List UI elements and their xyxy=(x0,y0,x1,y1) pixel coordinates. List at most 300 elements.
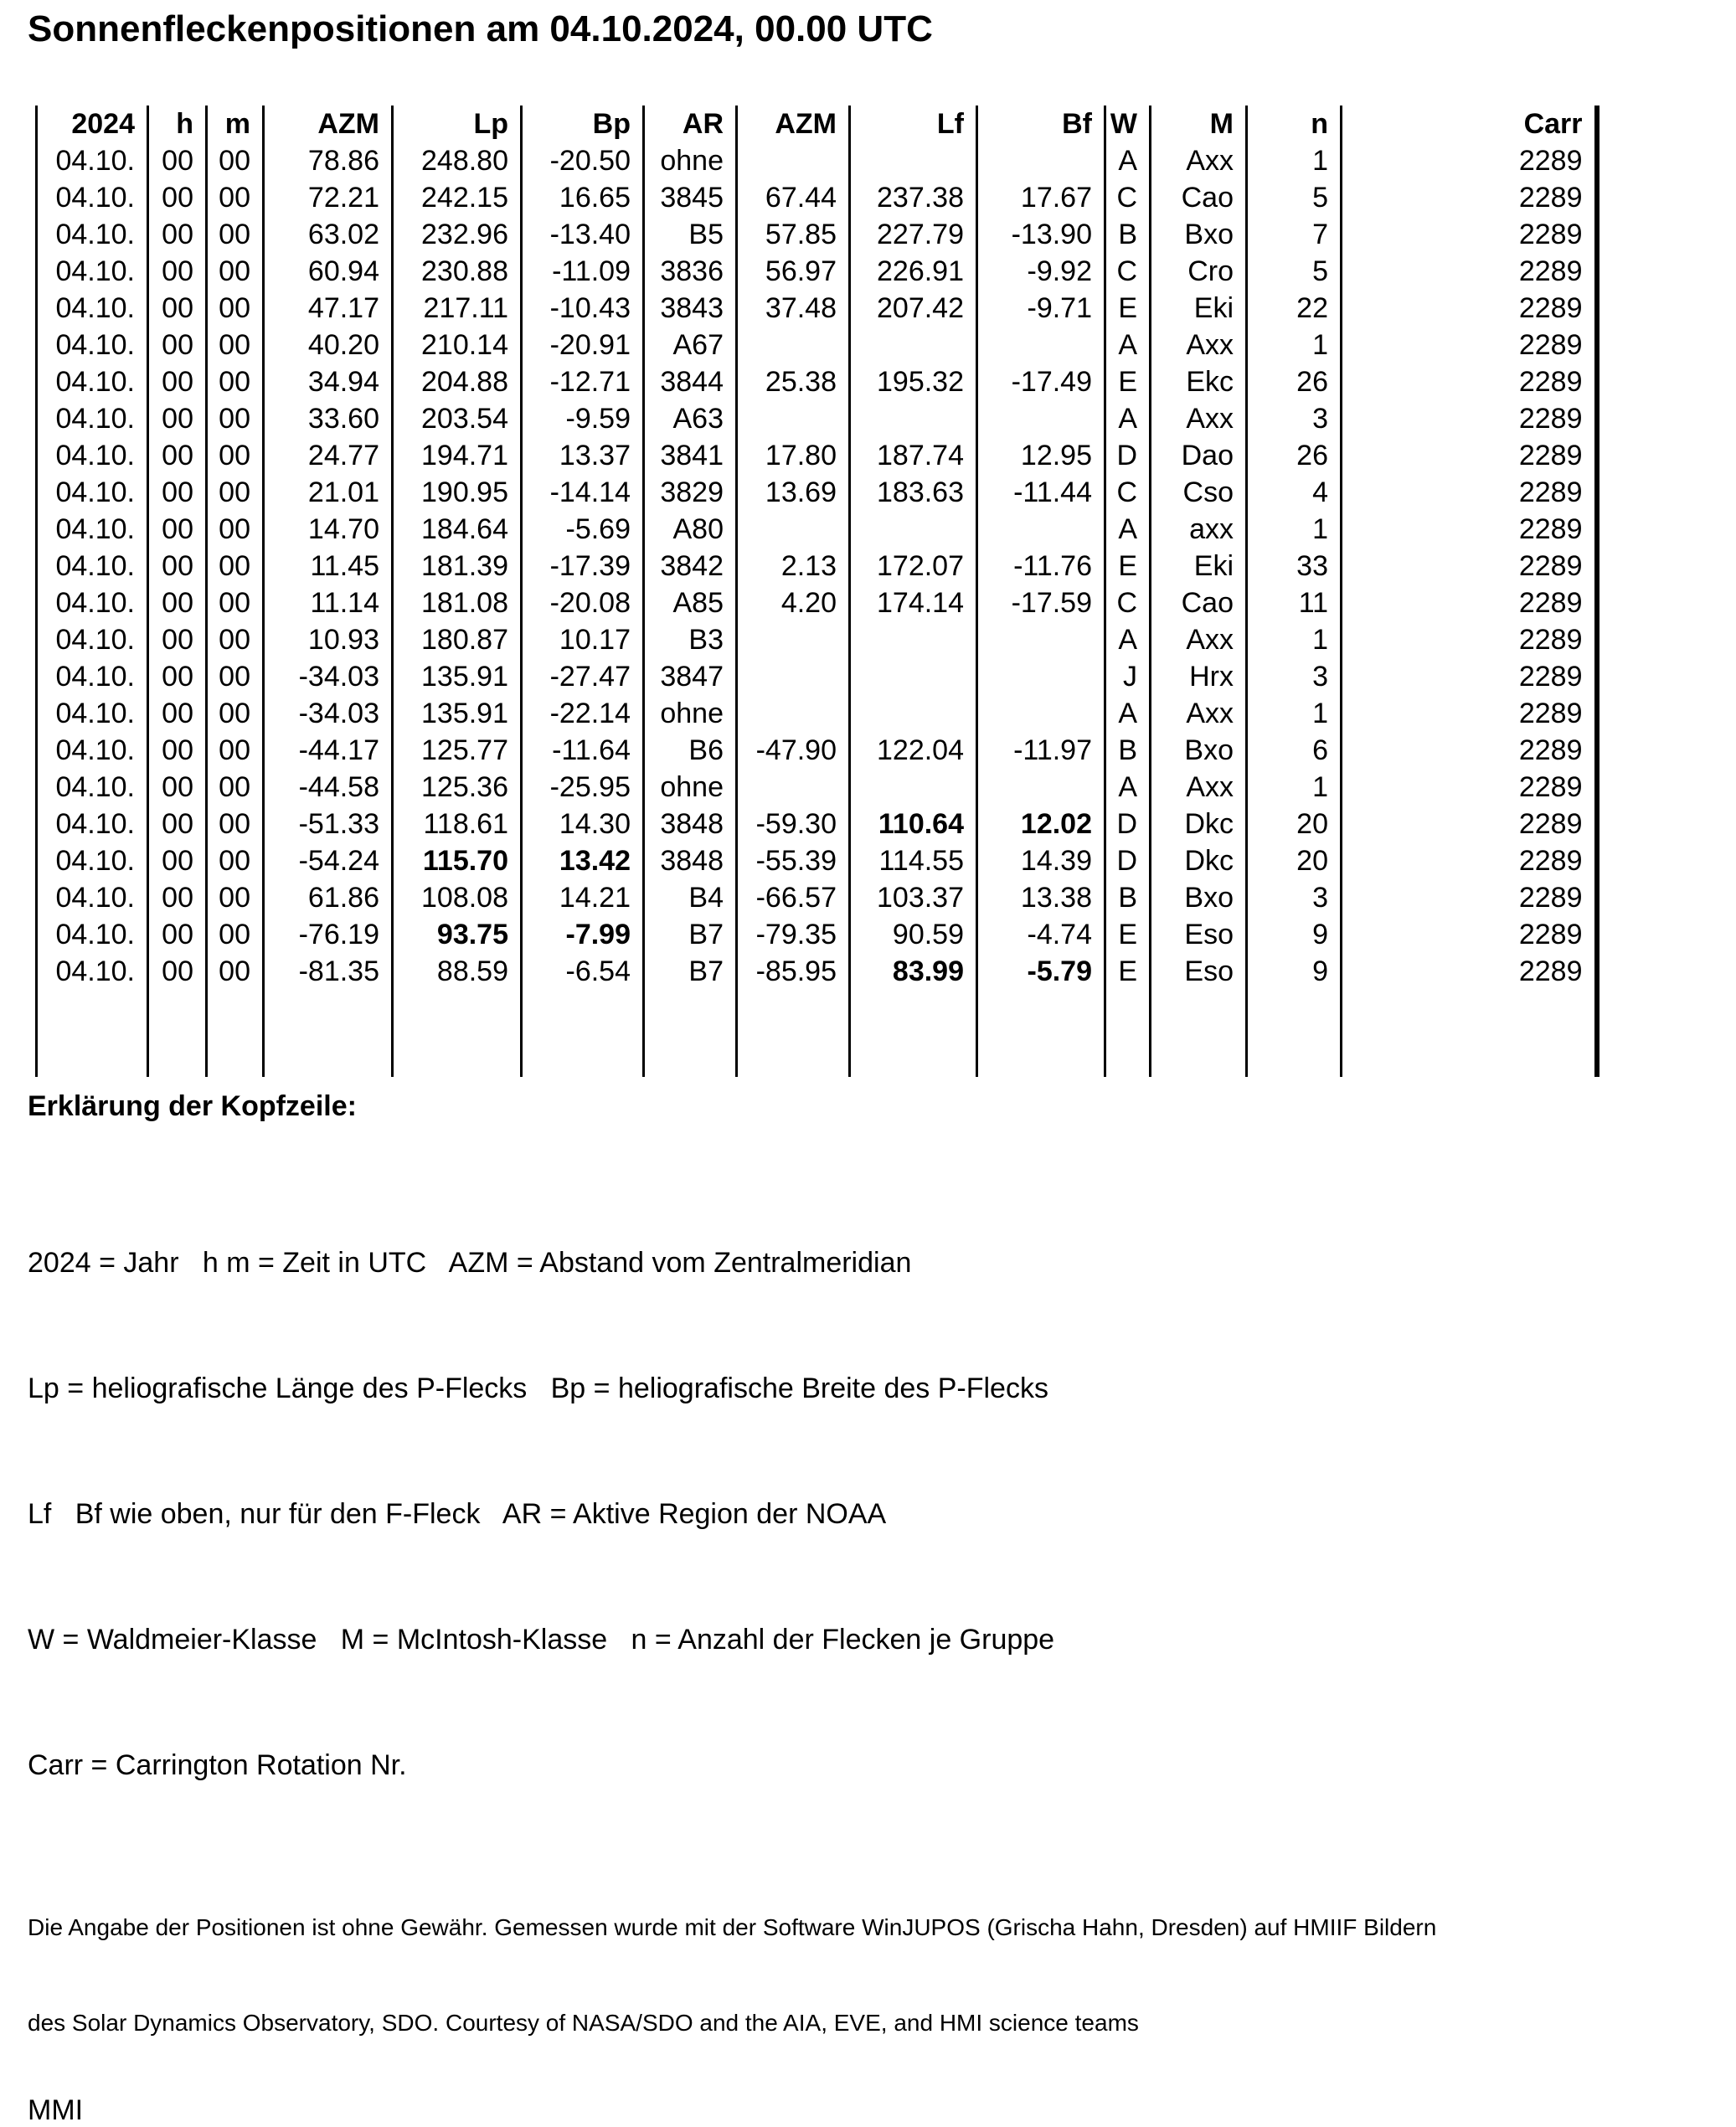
table-cell: B5 xyxy=(644,216,737,253)
table-cell: 17.67 xyxy=(977,179,1105,216)
table-row xyxy=(37,916,1597,953)
table-cell: 00 xyxy=(148,695,207,732)
table-cell: J xyxy=(1105,658,1151,695)
table-cell: 04.10. xyxy=(37,695,148,732)
table-cell: 00 xyxy=(148,953,207,990)
table-cell: 00 xyxy=(148,585,207,621)
table-cell: 11.45 xyxy=(264,548,393,585)
table-cell xyxy=(850,621,977,658)
table-cell: 118.61 xyxy=(393,806,522,842)
table-cell: 40.20 xyxy=(264,327,393,363)
table-cell xyxy=(850,658,977,695)
table-cell: 248.80 xyxy=(393,142,522,179)
table-cell: B xyxy=(1105,732,1151,769)
table-cell: 1 xyxy=(1247,695,1342,732)
table-cell: 00 xyxy=(207,658,264,695)
table-cell: -44.58 xyxy=(264,769,393,806)
table-cell: B4 xyxy=(644,879,737,916)
table-cell: 04.10. xyxy=(37,216,148,253)
table-cell: 2289 xyxy=(1342,400,1597,437)
table-cell xyxy=(522,990,644,1077)
table-cell: 60.94 xyxy=(264,253,393,290)
table-cell: 13.37 xyxy=(522,437,644,474)
table-cell xyxy=(977,769,1105,806)
table-row xyxy=(37,732,1597,769)
sunspot-table xyxy=(35,106,1599,1077)
table-row xyxy=(37,806,1597,842)
table-cell: 00 xyxy=(207,806,264,842)
table-cell: 04.10. xyxy=(37,400,148,437)
table-cell: 2289 xyxy=(1342,916,1597,953)
table-cell: 204.88 xyxy=(393,363,522,400)
table-cell: 00 xyxy=(207,290,264,327)
table-cell: 3829 xyxy=(644,474,737,511)
table-cell: 00 xyxy=(207,842,264,879)
table-cell xyxy=(737,695,850,732)
table-cell: 00 xyxy=(207,400,264,437)
table-cell: 172.07 xyxy=(850,548,977,585)
table-cell: 13.69 xyxy=(737,474,850,511)
table-cell: 232.96 xyxy=(393,216,522,253)
table-cell: -20.08 xyxy=(522,585,644,621)
column-header: Bf xyxy=(977,106,1105,142)
column-header: Bp xyxy=(522,106,644,142)
table-cell: -76.19 xyxy=(264,916,393,953)
table-cell: E xyxy=(1105,290,1151,327)
table-cell xyxy=(850,990,977,1077)
legend-line: Carr = Carrington Rotation Nr. xyxy=(28,1749,407,1781)
table-cell: 230.88 xyxy=(393,253,522,290)
table-cell: 115.70 xyxy=(393,842,522,879)
table-cell: 04.10. xyxy=(37,621,148,658)
table-cell: 04.10. xyxy=(37,806,148,842)
table-cell: 9 xyxy=(1247,916,1342,953)
table-cell: -14.14 xyxy=(522,474,644,511)
table-cell xyxy=(850,695,977,732)
table-cell: 56.97 xyxy=(737,253,850,290)
page-title: Sonnenfleckenpositionen am 04.10.2024, 00.00 UTC xyxy=(28,8,933,49)
table-cell: 24.77 xyxy=(264,437,393,474)
table-cell: -81.35 xyxy=(264,953,393,990)
table-cell: 180.87 xyxy=(393,621,522,658)
table-row xyxy=(37,474,1597,511)
column-header: M xyxy=(1151,106,1247,142)
table-cell: Eki xyxy=(1151,548,1247,585)
table-cell: 2289 xyxy=(1342,842,1597,879)
table-cell: 3848 xyxy=(644,842,737,879)
table-cell: 3 xyxy=(1247,658,1342,695)
table-cell: 34.94 xyxy=(264,363,393,400)
table-cell: 3841 xyxy=(644,437,737,474)
table-cell: 04.10. xyxy=(37,511,148,548)
table-cell: 2289 xyxy=(1342,621,1597,658)
table-cell: 00 xyxy=(207,474,264,511)
table-cell: 2289 xyxy=(1342,658,1597,695)
table-cell: 00 xyxy=(148,732,207,769)
table-cell: -54.24 xyxy=(264,842,393,879)
table-cell: 203.54 xyxy=(393,400,522,437)
table-cell: 5 xyxy=(1247,253,1342,290)
table-cell: E xyxy=(1105,916,1151,953)
table-cell: 63.02 xyxy=(264,216,393,253)
table-cell: 122.04 xyxy=(850,732,977,769)
table-cell: -9.71 xyxy=(977,290,1105,327)
table-row xyxy=(37,327,1597,363)
table-cell: Hrx xyxy=(1151,658,1247,695)
table-cell: ohne xyxy=(644,142,737,179)
table-cell: 11.14 xyxy=(264,585,393,621)
table-cell: 00 xyxy=(148,806,207,842)
table-cell: 00 xyxy=(207,253,264,290)
table-cell: 125.77 xyxy=(393,732,522,769)
table-cell: 57.85 xyxy=(737,216,850,253)
table-cell: 00 xyxy=(148,179,207,216)
table-cell: 194.71 xyxy=(393,437,522,474)
table-cell: -4.74 xyxy=(977,916,1105,953)
table-cell: 13.38 xyxy=(977,879,1105,916)
table-cell: 04.10. xyxy=(37,879,148,916)
table-cell: 207.42 xyxy=(850,290,977,327)
table-cell: E xyxy=(1105,363,1151,400)
table-row xyxy=(37,658,1597,695)
table-cell: Dkc xyxy=(1151,806,1247,842)
table-cell: 3844 xyxy=(644,363,737,400)
table-cell: 2289 xyxy=(1342,695,1597,732)
table-cell: 108.08 xyxy=(393,879,522,916)
table-row xyxy=(37,953,1597,990)
table-row xyxy=(37,437,1597,474)
table-cell xyxy=(37,990,148,1077)
table-cell xyxy=(1247,990,1342,1077)
legend-block xyxy=(28,1158,1736,1828)
table-cell: -5.69 xyxy=(522,511,644,548)
table-cell: Ekc xyxy=(1151,363,1247,400)
table-cell: 00 xyxy=(148,658,207,695)
table-cell: -59.30 xyxy=(737,806,850,842)
table-cell: 00 xyxy=(148,769,207,806)
table-cell: C xyxy=(1105,585,1151,621)
table-cell: 16.65 xyxy=(522,179,644,216)
table-cell: 1 xyxy=(1247,769,1342,806)
table-cell xyxy=(1342,990,1597,1077)
table-cell: Axx xyxy=(1151,769,1247,806)
table-cell: 00 xyxy=(148,548,207,585)
table-cell: A xyxy=(1105,621,1151,658)
table-row xyxy=(37,142,1597,179)
table-cell xyxy=(850,511,977,548)
table-cell: -5.79 xyxy=(977,953,1105,990)
table-cell: Bxo xyxy=(1151,879,1247,916)
table-cell: A xyxy=(1105,769,1151,806)
table-cell: -20.91 xyxy=(522,327,644,363)
table-cell xyxy=(977,990,1105,1077)
table-cell: 00 xyxy=(207,879,264,916)
table-cell xyxy=(737,511,850,548)
table-cell: -44.17 xyxy=(264,732,393,769)
table-cell: -13.90 xyxy=(977,216,1105,253)
table-cell: 13.42 xyxy=(522,842,644,879)
table-cell: 135.91 xyxy=(393,658,522,695)
table-row xyxy=(37,585,1597,621)
table-cell xyxy=(737,142,850,179)
table-cell: B7 xyxy=(644,916,737,953)
table-cell: 04.10. xyxy=(37,585,148,621)
table-cell xyxy=(737,621,850,658)
table-cell: Eso xyxy=(1151,953,1247,990)
table-cell: A xyxy=(1105,400,1151,437)
table-cell: 3836 xyxy=(644,253,737,290)
table-cell: -11.09 xyxy=(522,253,644,290)
table-cell: 21.01 xyxy=(264,474,393,511)
table-cell: 04.10. xyxy=(37,916,148,953)
table-cell: 04.10. xyxy=(37,363,148,400)
table-cell: 04.10. xyxy=(37,658,148,695)
table-cell xyxy=(644,990,737,1077)
table-cell: 33 xyxy=(1247,548,1342,585)
table-cell: D xyxy=(1105,437,1151,474)
disclaimer-line: des Solar Dynamics Observatory, SDO. Courtesy of NASA/SDO and the AIA, EVE, and HMI science teams xyxy=(28,2010,1139,2036)
table-cell: A xyxy=(1105,327,1151,363)
legend-heading: Erklärung der Kopfzeile: xyxy=(28,1090,357,1122)
legend-line: 2024 = Jahr h m = Zeit in UTC AZM = Abstand vom Zentralmeridian xyxy=(28,1247,912,1279)
table-cell xyxy=(977,695,1105,732)
table-cell xyxy=(850,400,977,437)
table-cell: 103.37 xyxy=(850,879,977,916)
table-cell: 00 xyxy=(207,548,264,585)
table-cell: -25.95 xyxy=(522,769,644,806)
table-cell: 10.93 xyxy=(264,621,393,658)
table-cell: 00 xyxy=(207,327,264,363)
table-cell: 135.91 xyxy=(393,695,522,732)
table-cell: ohne xyxy=(644,695,737,732)
table-cell: 4 xyxy=(1247,474,1342,511)
table-cell: 00 xyxy=(207,621,264,658)
table-row xyxy=(37,621,1597,658)
table-cell: 2289 xyxy=(1342,474,1597,511)
table-cell: 00 xyxy=(207,585,264,621)
table-cell: 2289 xyxy=(1342,511,1597,548)
table-cell xyxy=(207,990,264,1077)
table-cell: 226.91 xyxy=(850,253,977,290)
table-cell: 00 xyxy=(207,437,264,474)
table-cell: 47.17 xyxy=(264,290,393,327)
table-cell: 04.10. xyxy=(37,474,148,511)
table-cell: -9.59 xyxy=(522,400,644,437)
table-cell: 2289 xyxy=(1342,327,1597,363)
table-cell: 17.80 xyxy=(737,437,850,474)
table-cell: E xyxy=(1105,548,1151,585)
table-row xyxy=(37,879,1597,916)
table-cell: 00 xyxy=(148,216,207,253)
table-cell: -7.99 xyxy=(522,916,644,953)
table-cell: 00 xyxy=(148,474,207,511)
table-cell: Cao xyxy=(1151,179,1247,216)
table-cell: A xyxy=(1105,142,1151,179)
table-cell: 90.59 xyxy=(850,916,977,953)
disclaimer-block xyxy=(28,1848,1736,2071)
table-cell xyxy=(148,990,207,1077)
table-cell xyxy=(393,990,522,1077)
column-header: Lp xyxy=(393,106,522,142)
table-cell: 00 xyxy=(207,216,264,253)
table-cell xyxy=(1105,990,1151,1077)
table-cell: A xyxy=(1105,511,1151,548)
table-cell: 26 xyxy=(1247,437,1342,474)
table-cell: 2289 xyxy=(1342,548,1597,585)
table-cell: 93.75 xyxy=(393,916,522,953)
table-cell: 3845 xyxy=(644,179,737,216)
table-cell: 12.95 xyxy=(977,437,1105,474)
table-cell: D xyxy=(1105,806,1151,842)
table-cell: -20.50 xyxy=(522,142,644,179)
table-cell: Axx xyxy=(1151,621,1247,658)
table-cell: 00 xyxy=(148,437,207,474)
table-cell: 00 xyxy=(148,511,207,548)
table-cell: 1 xyxy=(1247,327,1342,363)
table-cell: 3 xyxy=(1247,400,1342,437)
table-cell: 00 xyxy=(207,769,264,806)
table-cell: 14.70 xyxy=(264,511,393,548)
column-header: AZM xyxy=(737,106,850,142)
table-cell: 00 xyxy=(148,363,207,400)
table-cell: A xyxy=(1105,695,1151,732)
table-cell: 26 xyxy=(1247,363,1342,400)
legend-line: Lf Bf wie oben, nur für den F-Fleck AR = Aktive Region der NOAA xyxy=(28,1498,887,1530)
table-cell: 00 xyxy=(148,621,207,658)
column-header: Lf xyxy=(850,106,977,142)
table-cell xyxy=(850,327,977,363)
table-cell: B xyxy=(1105,216,1151,253)
table-cell: 2289 xyxy=(1342,253,1597,290)
table-row xyxy=(37,179,1597,216)
column-header: 2024 xyxy=(37,106,148,142)
table-cell: 00 xyxy=(148,400,207,437)
table-cell: 67.44 xyxy=(737,179,850,216)
table-cell: 88.59 xyxy=(393,953,522,990)
table-cell: B6 xyxy=(644,732,737,769)
table-cell: -13.40 xyxy=(522,216,644,253)
table-cell: -22.14 xyxy=(522,695,644,732)
table-cell: 237.38 xyxy=(850,179,977,216)
table-cell: 210.14 xyxy=(393,327,522,363)
table-cell: 7 xyxy=(1247,216,1342,253)
legend-line: Lp = heliografische Länge des P-Flecks Bp = heliografische Breite des P-Flecks xyxy=(28,1373,1048,1404)
table-cell: 2289 xyxy=(1342,142,1597,179)
table-row xyxy=(37,216,1597,253)
table-cell xyxy=(850,142,977,179)
table-cell: -55.39 xyxy=(737,842,850,879)
disclaimer-line: Die Angabe der Positionen ist ohne Gewähr. Gemessen wurde mit der Software WinJUPOS (Grischa Hahn, Dresden) auf HMIIF Bildern xyxy=(28,1914,1437,1940)
table-cell: Bxo xyxy=(1151,216,1247,253)
table-cell: 04.10. xyxy=(37,142,148,179)
table-cell: -17.49 xyxy=(977,363,1105,400)
table-cell: -11.76 xyxy=(977,548,1105,585)
table-cell: Axx xyxy=(1151,142,1247,179)
table-cell: 3843 xyxy=(644,290,737,327)
table-cell: 14.39 xyxy=(977,842,1105,879)
table-cell xyxy=(737,769,850,806)
table-cell: -47.90 xyxy=(737,732,850,769)
table-cell: 2289 xyxy=(1342,216,1597,253)
table-cell: 00 xyxy=(148,842,207,879)
table-cell: 2289 xyxy=(1342,953,1597,990)
table-cell: 14.30 xyxy=(522,806,644,842)
table-cell: 10.17 xyxy=(522,621,644,658)
table-cell: B7 xyxy=(644,953,737,990)
table-cell: 190.95 xyxy=(393,474,522,511)
table-cell: -6.54 xyxy=(522,953,644,990)
legend-line: W = Waldmeier-Klasse M = McIntosh-Klasse n = Anzahl der Flecken je Gruppe xyxy=(28,1624,1055,1656)
table-cell: ohne xyxy=(644,769,737,806)
table-cell: 04.10. xyxy=(37,179,148,216)
table-cell: 37.48 xyxy=(737,290,850,327)
table-cell: 04.10. xyxy=(37,253,148,290)
table-cell: -17.59 xyxy=(977,585,1105,621)
table-row xyxy=(37,363,1597,400)
table-row xyxy=(37,400,1597,437)
table-cell: 00 xyxy=(148,327,207,363)
table-cell: 1 xyxy=(1247,142,1342,179)
table-cell: Cro xyxy=(1151,253,1247,290)
table-cell xyxy=(737,658,850,695)
table-cell: 12.02 xyxy=(977,806,1105,842)
table-cell xyxy=(977,621,1105,658)
column-header: AZM xyxy=(264,106,393,142)
table-cell: 125.36 xyxy=(393,769,522,806)
column-header: h xyxy=(148,106,207,142)
table-cell: A63 xyxy=(644,400,737,437)
table-cell: 04.10. xyxy=(37,327,148,363)
table-cell: 2289 xyxy=(1342,585,1597,621)
table-cell: 2289 xyxy=(1342,806,1597,842)
table-cell: 78.86 xyxy=(264,142,393,179)
table-cell: -51.33 xyxy=(264,806,393,842)
table-cell: Cao xyxy=(1151,585,1247,621)
table-cell: 9 xyxy=(1247,953,1342,990)
table-cell: 217.11 xyxy=(393,290,522,327)
table-cell: C xyxy=(1105,253,1151,290)
table-cell: A67 xyxy=(644,327,737,363)
table-cell: -11.97 xyxy=(977,732,1105,769)
table-cell xyxy=(850,769,977,806)
table-cell: 00 xyxy=(207,953,264,990)
table-cell: Axx xyxy=(1151,327,1247,363)
table-cell: 2289 xyxy=(1342,179,1597,216)
table-cell: 242.15 xyxy=(393,179,522,216)
table-cell xyxy=(977,658,1105,695)
table-cell: 184.64 xyxy=(393,511,522,548)
table-body xyxy=(37,142,1597,1077)
column-header: m xyxy=(207,106,264,142)
table-cell: 2289 xyxy=(1342,437,1597,474)
table-cell: 3848 xyxy=(644,806,737,842)
table-cell: 61.86 xyxy=(264,879,393,916)
table-cell: -79.35 xyxy=(737,916,850,953)
table-cell: 114.55 xyxy=(850,842,977,879)
table-cell: 20 xyxy=(1247,806,1342,842)
table-cell: 11 xyxy=(1247,585,1342,621)
table-cell: 25.38 xyxy=(737,363,850,400)
table-cell: 04.10. xyxy=(37,732,148,769)
table-cell: -11.64 xyxy=(522,732,644,769)
table-cell: 14.21 xyxy=(522,879,644,916)
table-cell: A85 xyxy=(644,585,737,621)
table-row xyxy=(37,290,1597,327)
table-row xyxy=(37,511,1597,548)
table-cell: 00 xyxy=(207,732,264,769)
footer-initials: MMI xyxy=(28,2094,84,2126)
table-cell xyxy=(737,400,850,437)
